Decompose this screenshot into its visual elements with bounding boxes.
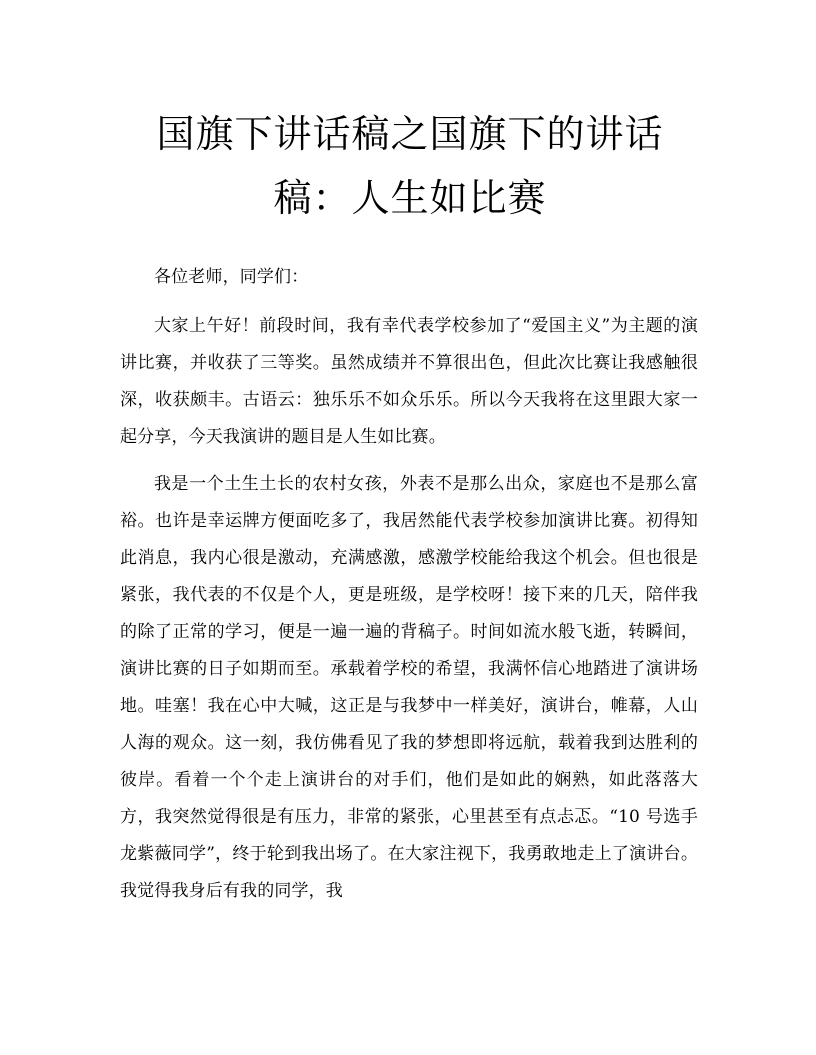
intro-paragraph: 大家上午好！前段时间，我有幸代表学校参加了“爱国主义”为主题的演讲比赛，并收获了三等奖。虽然成绩并不算很出色，但此次比赛让我感触很深，收获颇丰。古语云：独乐乐不如众乐乐。所以今天我将在这里跟大家一起分享，今天我演讲的题目是人生如比赛。 <box>120 316 698 447</box>
document-title: 国旗下讲话稿之国旗下的讲话稿：人生如比赛 <box>156 112 664 220</box>
document-body <box>120 259 698 920</box>
story-paragraph: 我是一个土生土长的农村女孩，外表不是那么出众，家庭也不是那么富裕。也许是幸运牌方便面吃多了，我居然能代表学校参加演讲比赛。初得知此消息，我内心很是激动，充满感激，感激学校能给我这个机会。但也很是紧张，我代表的不仅是个人，更是班级，是学校呀！接下来的几天，陪伴我的除了正常的学习，便是一遍一遍的背稿子。时间如流水般飞逝，转瞬间，演讲比赛的日子如期而至。承载着学校的希望，我满怀信心地踏进了演讲场地。哇塞！我在心中大喊，这正是与我梦中一样美好，演讲台，帷幕，人山人海的观众。这一刻，我仿佛看见了我的梦想即将远航，载着我到达胜利的彼岸。看着一个个走上演讲台的对手们，他们是如此的娴熟，如此落落大方，我突然觉得很是有压力，非常的紧张，心里甚至有点忐忑。“10 号选手龙紫薇同学”，终于轮到我出场了。在大家注视下，我勇敢地走上了演讲台。我觉得我身后有我的同学，我 <box>120 474 698 901</box>
greeting-paragraph: 各位老师，同学们： <box>154 267 309 287</box>
